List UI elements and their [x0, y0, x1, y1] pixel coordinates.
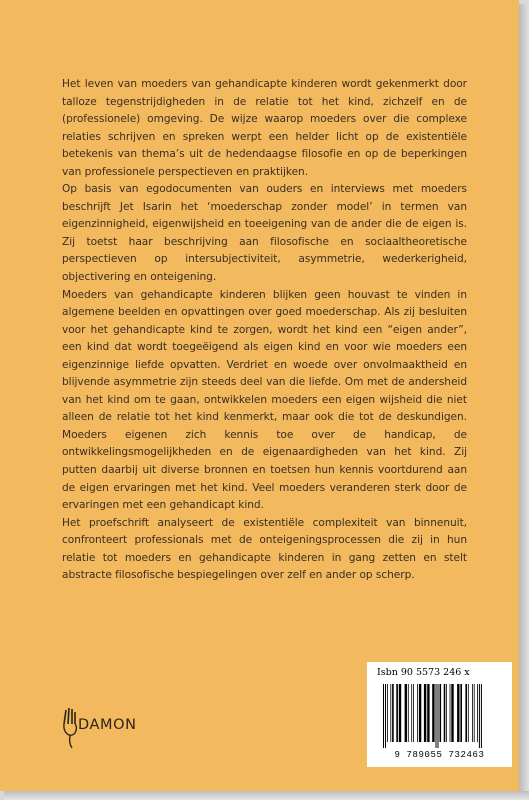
barcode-digits: 9 789055 732463	[394, 750, 485, 760]
barcode-bar	[385, 684, 386, 748]
barcode-bar	[460, 684, 462, 742]
publisher-logo	[60, 700, 180, 760]
barcode-bar	[479, 684, 480, 748]
blurb-paragraph-3: Moeders van gehandicapte kinderen blijken geen houvast te vinden in algemene beelden en opvattingen over goed moederschap. Als zij besluiten voor het gehandicapte kind te zorgen, wordt het kind een “eigen ander”, een kind dat wordt toegeëigend als eigen kind en voor wie moeders een eigenzinnige liefde opvatten. Verdriet en woede over onvolmaaktheid en blijvende asymmetrie zijn steeds deel van die liefde. Om met de andersheid van het kind om te gaan, ontwikkelen moeders een eigen wijsheid die niet alleen de relatie tot het kind kenmerkt, maar ook die tot de deskundigen. Moeders eigenen zich kennis toe over de handicap, de ontwikkelingsmogelijkheden en de eigenaardigheden van het kind. Zij putten daarbij uit diverse bronnen en toetsen hun kennis voortdurend aan de eigen ervaringen met het kind. Veel moeders veranderen sterk door de ervaringen met een gehandicapt kind.	[62, 288, 467, 512]
barcode-bar	[465, 684, 467, 742]
barcode-bar	[446, 684, 447, 742]
isbn-text: Isbn 90 5573 246 x	[377, 667, 470, 678]
barcode-bar	[424, 684, 426, 742]
barcode-bar	[432, 684, 434, 742]
barcode-bar	[444, 684, 446, 742]
barcode-bars	[383, 684, 496, 748]
barcode-bar	[417, 684, 418, 742]
blurb-paragraph-4: Het proefschrift analyseert de existentiële complexiteit van binnenuit, confronteert professionals met de onteigeningsprocessen die zij in hun relatie tot moeders en gehandicapte kinderen in gang zetten en stelt abstracte filosofische bespiegelingen over zelf en ander op scherp.	[62, 516, 467, 582]
barcode-bar	[411, 684, 412, 742]
barcode-bar	[427, 684, 429, 742]
barcode-bar	[383, 684, 384, 748]
barcode-bar	[390, 684, 391, 742]
barcode-bar	[451, 684, 453, 742]
barcode-bar	[481, 684, 482, 748]
barcode-bar	[477, 684, 478, 742]
page-edge-right	[519, 4, 529, 800]
barcode-bar	[468, 684, 469, 742]
barcode-bar	[419, 684, 421, 742]
barcode-bar	[396, 684, 398, 742]
barcode-bar	[440, 684, 442, 742]
blurb-paragraph-1: Het leven van moeders van gehandicapte kinderen wordt gekenmerkt door talloze tegenstrijdigheden in de relatie tot het kind, zichzelf en de (professionele) omgeving. De wijze waarop moeders over die complexe relaties schrijven en spreken werpt een helder licht op de existentiële betekenis van thema’s uit de hedendaagse filosofie en op de beperkingen van professionele perspectieven en praktijken.	[62, 78, 467, 178]
blurb-text	[62, 76, 467, 585]
page-edge-bottom	[4, 791, 529, 800]
barcode-bar	[474, 684, 475, 742]
barcode-bar	[436, 684, 437, 748]
barcode-bar	[472, 684, 473, 742]
barcode-bar	[450, 684, 451, 742]
barcode-bar	[405, 684, 407, 742]
barcode-bar	[387, 684, 388, 742]
barcode-bar	[413, 684, 414, 742]
publisher-name: DAMON	[78, 717, 137, 733]
blurb-paragraph-2: Op basis van egodocumenten van ouders en interviews met moeders beschrijft Jet Isarin het ‘moederschap zonder model’ in termen van eigenzinnigheid, eigenwijsheid en toeeigening van de ander die de eigen is. Zij toetst haar beschrijving aan filosofische en sociaaltheoretische perspectieven op intersubjectiviteit, asymmetrie, wederkerigheid, objectivering en onteigening.	[62, 183, 467, 284]
barcode-bar	[438, 684, 439, 748]
barcode-bar	[392, 684, 394, 742]
barcode-bar	[399, 684, 401, 742]
barcode-bar	[457, 684, 459, 742]
barcode-label	[367, 662, 512, 767]
barcode-bar	[408, 684, 409, 742]
